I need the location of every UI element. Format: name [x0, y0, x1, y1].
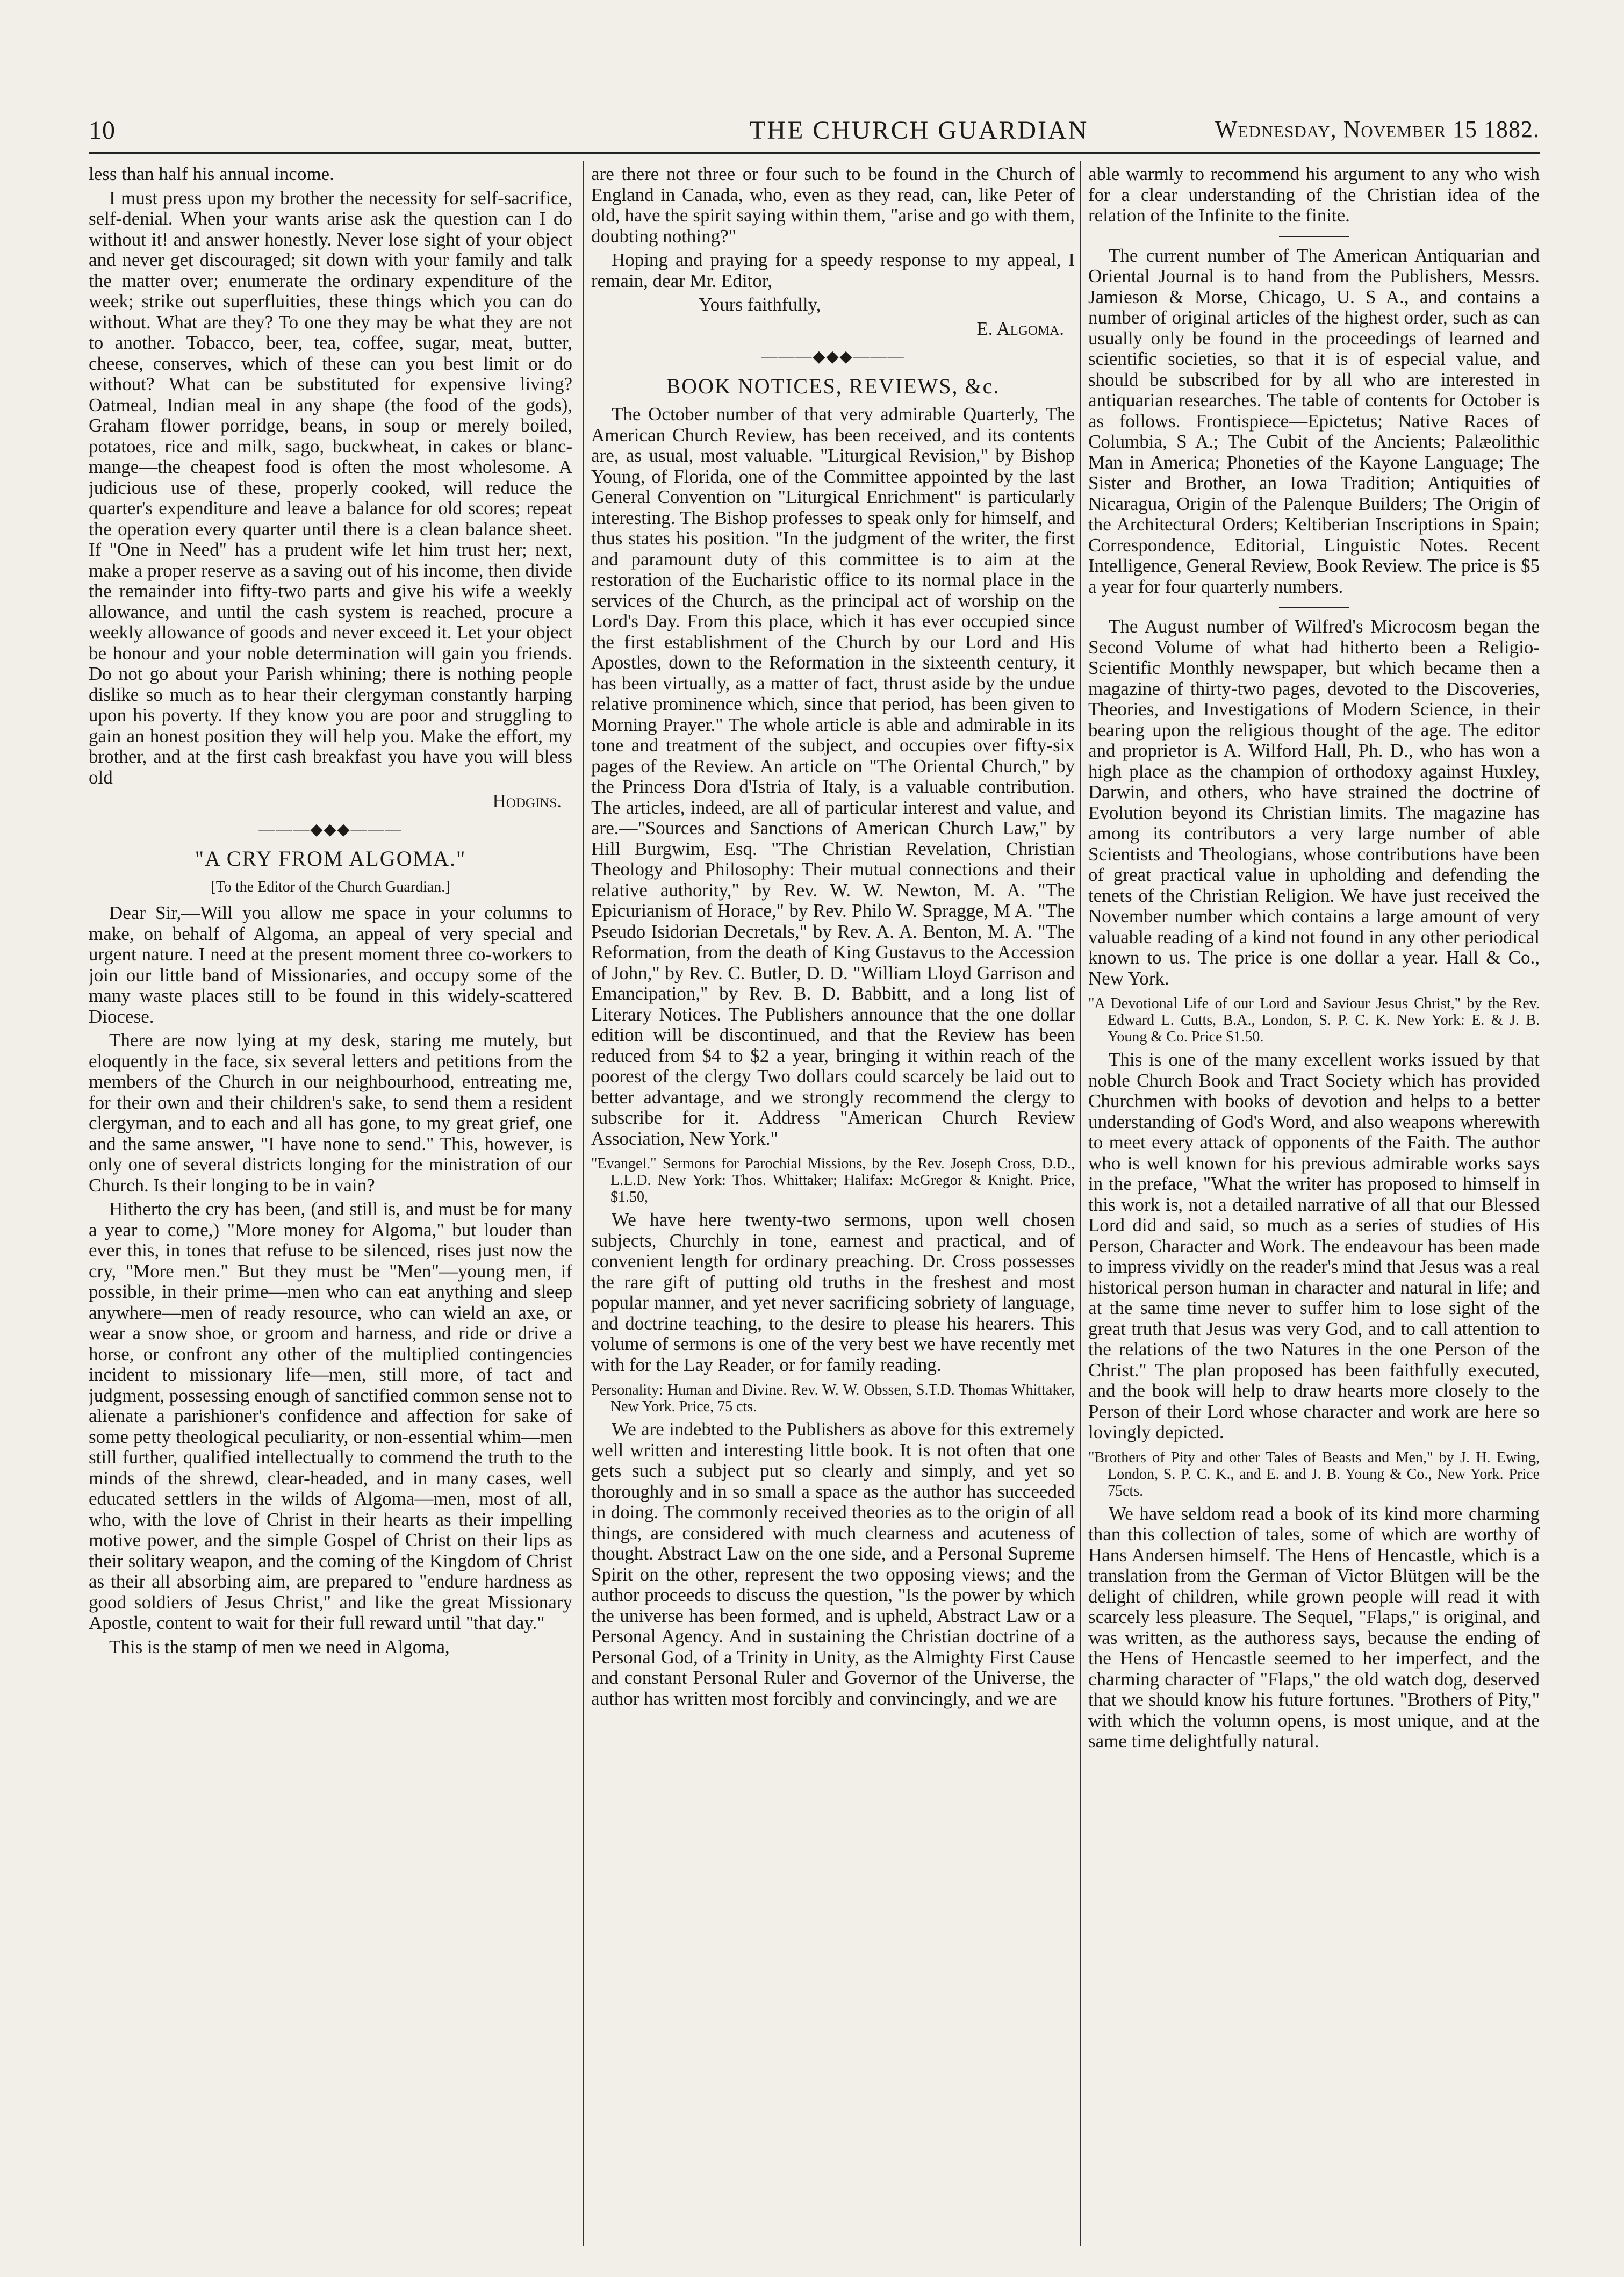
column-3	[1088, 164, 1540, 2260]
paragraph: This is the stamp of men we need in Algoma,	[109, 1636, 450, 1657]
section-rule	[1279, 607, 1349, 608]
page-number: 10	[89, 116, 116, 145]
book-citation: "Evangel." Sermons for Parochial Missions, by the Rev. Joseph Cross, D.D., L.L.D. New York: Thos. Whittaker; Halifax: McGregor & Knight. Price, $1.50,	[591, 1155, 1075, 1205]
header-rule	[89, 152, 1540, 154]
paragraph: We have seldom read a book of its kind more charming than this collection of tales, some of which are worthy of Hans Andersen himself. The Hens of Hencastle, which is a translation from the German of Victor Blütgen will be the delight of children, while grown people will read it with scarcely less pleasure. The Sequel, "Flaps," is original, and was written, as the authoress says, because the ending of the Hens of Hencastle seemed to her imperfect, and the charming character of "Flaps," the old watch dog, deserved that we should know his future fortunes. "Brothers of Pity," with which the volumn opens, is most unique, and at the same time delightfully natural.	[1088, 1503, 1540, 1751]
column-divider	[583, 161, 584, 2246]
book-citation: "Brothers of Pity and other Tales of Beasts and Men," by J. H. Ewing, London, S. P. C. K., and E. and J. B. Young & Co., New York. Price 75cts.	[1088, 1449, 1540, 1499]
paragraph: We are indebted to the Publishers as above for this extremely well written and interesting little book. It is not often that one gets such a subject put so clearly and simply, and yet so thoroughly and in so small a space as the author has succeeded in doing. The commonly received theories as to the origin of all things, are considered with much clearness and acuteness of thought. Abstract Law on the one side, and a Personal Supreme Spirit on the other, represent the two opposing views; and the author proceeds to discuss the question, "Is the power by which the universe has been formed, and is upheld, Abstract Law or a Personal Agency. And in sustaining the Christian doctrine of a Personal God, of a Trinity in Unity, as the Almighty First Cause and constant Personal Ruler and Governor of the Universe, the author has written most forcibly and convincingly, and we are	[591, 1419, 1075, 1709]
closing: Yours faithfully,	[699, 294, 821, 315]
paragraph: The October number of that very admirable Quarterly, The American Church Review, has been received, and its contents are, as usual, most valuable. "Liturgical Revision," by Bishop Young, of Florida, one of the Committee appointed by the last General Convention on "Liturgical Enrichment" is particularly interesting. The Bishop professes to speak only for himself, and thus states his position. "In the judgment of the writer, the first and paramount duty of this committee is to aim at the restoration of the Eucharistic office to its normal place in the services of the Church, as the principal act of worship on the Lord's Day. From this place, which it has ever occupied since the first establishment of the Church by our Lord and His Apostles, down to the Reformation in the sixteenth century, it has been virtually, as a matter of fact, thrust aside by the undue relative prominence which, since that period, has been given to Morning Prayer." The whole article is able and admirable in its tone and treatment of the subject, and occupies over fifty-six pages of the Review. An article on "The Oriental Church," by the Princess Dora d'Istria of Italy, is a valuable contribution. The articles, indeed, are all of particular interest and value, and are.—"Sources and Sanctions of American Church Law," by Hill Burgwim, Esq. "The Christian Revelation, Christian Theology and Philosophy: Their mutual connections and their relative authority," by Rev. W. W. Newton, M. A. "The Epicurianism of Horace," by Rev. Philo W. Spragge, M A. "The Pseudo Isidorian Decretals," by Rev. A. A. Benton, M. A. "The Reformation, from the death of King Gustavus to the Accession of John," by Rev. C. Butler, D. D. "William Lloyd Garrison and Emancipation," by Rev. B. D. Babbitt, and a long list of Literary Notices. The Publishers announce that the one dollar edition will be discontinued, and that the Review has been reduced from $4 to $2 a year, bringing it within reach of the poorest of the clergy Two dollars could scarcely be laid out to better advantage, and we strongly recommend the clergy to subscribe for it. Address "American Church Review Association, New York."	[591, 404, 1075, 1149]
paragraph: The current number of The American Antiquarian and Oriental Journal is to hand from the Publishers, Messrs. Jamieson & Morse, Chicago, U. S A., and contains a number of original articles of the highest order, such as can usually only be found in the proceedings of learned and scientific societies, so that it is of especial value, and should be subscribed for by all who are interested in antiquarian researches. The table of contents for October is as follows. Frontispiece—Epictetus; Native Races of Columbia, S A.; The Cubit of the Ancients; Palæolithic Man in America; Phoneties of the Kayone Language; The Sister and Brother, an Iowa Tradition; Antiquities of Nicaragua, Origin of the Palenque Builders; The Origin of the Architectural Orders; Keltiberian Inscriptions in Spain; Correspondence, Editorial, Linguistic Notes. Recent Intelligence, General Review, Book Review. The price is $5 a year for four quarterly numbers.	[1088, 245, 1540, 597]
paragraph: This is one of the many excellent works issued by that noble Church Book and Tract Society which has provided Churchmen with books of devotion and helps to a better understanding of God's Word, and also weapons wherewith to meet every attack of opponents of the Faith. The author who is well known for his previous admirable works says in the preface, "What the writer has proposed to himself in this work is, not a detailed narrative of all that our Blessed Lord did and said, so much as a series of studies of His Person, Character and Work. The endeavour has been made to impress vividly on the reader's mind that Jesus was a real historical person human in character and natural in life; and at the same time never to suffer him to lose sight of the great truth that Jesus was very God, and to call attention to the relations of the two Natures in the one Person of the Christ." The plan proposed has been faithfully executed, and the book will help to draw hearts more closely to the Person of their Lord whose character and work are here so lovingly depicted.	[1088, 1049, 1540, 1442]
signature: E. Algoma.	[976, 318, 1064, 339]
paragraph: I must press upon my brother the necessity for self-sacrifice, self-denial. When your wants arise ask the question can I do without it! and answer honestly. Never lose sight of your object and never get discouraged; sit down with your family and talk the matter over; enumerate the ordinary expenditure of the week; strike out superfluities, these things which you can do without. What are they? To one they may be what they are not to another. Tobacco, beer, tea, coffee, sugar, meat, butter, cheese, conserves, which of these can you best limit or do without? What can be substituted for expensive living? Oatmeal, Indian meal in any shape (the food of the gods), Graham flower porridge, beans, in soup or merely boiled, potatoes, rice and milk, sago, buckwheat, in cakes or blanc-mange—the cheapest food is often the most wholesome. A judicious use of these, properly cooked, will reduce the quarter's expenditure and leave a balance for old scores; repeat the operation every quarter until there is a clean balance sheet. If "One in Need" has a prudent wife let him trust her; next, make a proper reserve as a saving out of his income, then divide the remainder into fifty-two parts and give his wife a weekly allowance, and until the cash system is reached, procure a weekly allowance of goods and never exceed it. Let your object be honour and your noble determination will gain you friends. Do not go about your Parish whining; there is nothing people dislike so much as to hear their clergyman constantly harping upon his poverty. If they know you are poor and struggling to gain an honest position they will help you. Make the effort, my brother, and at the first cash breakfast you have you will bless old	[89, 187, 572, 788]
paragraph: Hitherto the cry has been, (and still is, and must be for many a year to come,) "More money for Algoma," but louder than ever this, in tones that refuse to be silenced, rises just now the cry, "More men." But they must be "Men"—young men, if possible, in their prime—men who can eat anything and sleep anywhere—men of ready resource, who can wield an axe, or wear a snow shoe, or groom and harness, and ride or drive a horse, or confront any other of the multiplied contingencies incident to missionary life—men, still more, of tact and judgment, possessing enough of sanctified common sense not to alienate a parishioner's confidence and affection for sake of some petty theological peculiarity, or non-essential whim—men still further, qualified intellectually to commend the truth to the minds of the shrewd, clear-headed, and in many cases, well educated settlers in the wilds of Algoma—men, most of all, who, with the love of Christ in their hearts as their impelling motive power, and the simple Gospel of Christ on their lips as their solitary weapon, and the coming of the Kingdom of Christ as their all absorbing aim, are prepared to "endure hardness as good soldiers of Jesus Christ," and like the great Missionary Apostle, content to wait for their full reward until "that day."	[89, 1198, 572, 1633]
book-citation: Personality: Human and Divine. Rev. W. W. Obssen, S.T.D. Thomas Whittaker, New York. Price, 75 cts.	[591, 1382, 1075, 1415]
column-divider	[1080, 161, 1081, 2246]
paragraph: Dear Sir,—Will you allow me space in your columns to make, on behalf of Algoma, an appeal of very special and urgent nature. I need at the present moment three co-workers to join our little band of Missionaries, and occupy some of the many waste places still to be found in this widely-scattered Diocese.	[89, 902, 572, 1027]
paragraph: less than half his annual income.	[89, 164, 334, 184]
signature: Hodgins.	[492, 791, 562, 811]
issue-date: Wednesday, November 15 1882.	[1215, 116, 1540, 142]
paragraph: Hoping and praying for a speedy response to my appeal, I remain, dear Mr. Editor,	[591, 249, 1075, 291]
paragraph: The August number of Wilfred's Microcosm began the Second Volume of what had hitherto been a Religio-Scientific Monthly newspaper, but which became then a magazine of thirty-two pages, devoted to the Discoveries, Theories, and Investigations of Modern Science, in their bearing upon the religious thought of the age. The editor and proprietor is A. Wilford Hall, Ph. D., who has won a high place as the champion of orthodoxy against Huxley, Darwin, and others, who have strained the doctrine of Evolution beyond its Christian limits. The magazine has among its contributors a very large number of able Scientists and Theologians, whose contributions have been of great practical value in upholding and defending the tenets of the Christian Religion. We have just received the November number which contains a large amount of very valuable reading of a kind not found in any other periodical known to us. The price is one dollar a year. Hall & Co., New York.	[1088, 616, 1540, 989]
book-citation: "A Devotional Life of our Lord and Saviour Jesus Christ," by the Rev. Edward L. Cutts, B.A., London, S. P. C. K. New York: E. & J. B. Young & Co. Price $1.50.	[1088, 995, 1540, 1045]
section-rule	[1279, 236, 1349, 237]
paragraph: able warmly to recommend his argument to any who wish for a clear understanding of the Christian idea of the relation of the Infinite to the finite.	[1088, 164, 1540, 226]
column-2	[591, 164, 1075, 2260]
masthead-title: THE CHURCH GUARDIAN	[750, 116, 1089, 145]
paragraph: We have here twenty-two sermons, upon well chosen subjects, Churchly in tone, earnest and practical, and of convenient length for ordinary preaching. Dr. Cross possesses the rare gift of putting old truths in the freshest and most popular manner, and yet never sacrificing sobriety of language, and doctrine teaching, to the desire to please his hearers. This volume of sermons is one of the very best we have recently met with for the Lay Reader, or for family reading.	[591, 1209, 1075, 1375]
column-1	[89, 164, 572, 2260]
ornament-divider: ———◆◆◆———	[258, 820, 403, 838]
ornament-divider: ———◆◆◆———	[761, 348, 905, 365]
paragraph: are there not three or four such to be found in the Church of England in Canada, who, even as they read, can, like Peter of old, have the spirit saying within them, "arise and go with them, doubting nothing?"	[591, 164, 1075, 247]
paragraph: There are now lying at my desk, staring me mutely, but eloquently in the face, six several letters and petitions from the members of the Church in our neighbourhood, entreating me, for their own and their children's sake, to send them a resident clergyman, and to each and all has gone, to my great grief, one and the same answer, "I have none to send." This, however, is only one of several districts longing for the ministration of our Church. Is their longing to be in vain?	[89, 1030, 572, 1196]
editor-note: [To the Editor of the Church Guardian.]	[211, 878, 450, 895]
article-heading: "A CRY FROM ALGOMA."	[195, 846, 466, 871]
page-header	[89, 110, 1540, 148]
section-heading: BOOK NOTICES, REVIEWS, &c.	[666, 373, 1000, 398]
